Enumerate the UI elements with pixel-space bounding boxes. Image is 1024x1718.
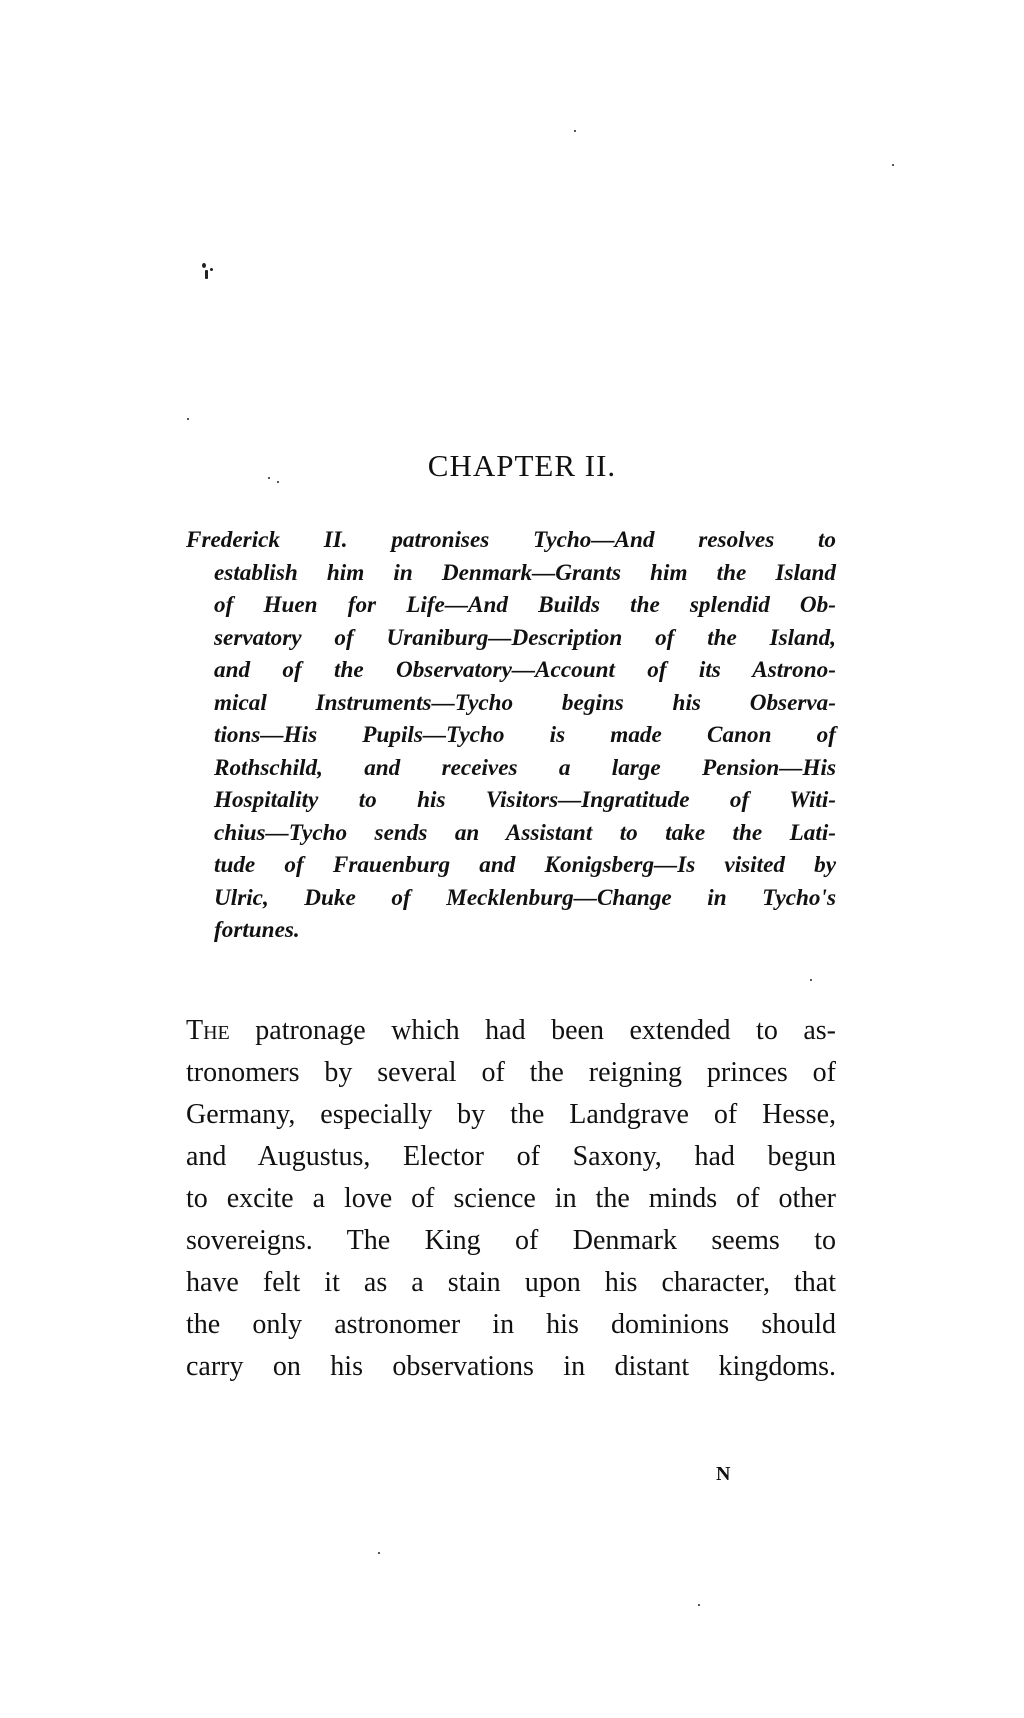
printing-speck bbox=[202, 263, 206, 268]
synopsis-line: tions—His Pupils—Tycho is made Canon of bbox=[214, 722, 836, 748]
printing-speck bbox=[378, 1552, 380, 1554]
synopsis-line: establish him in Denmark—Grants him the Island bbox=[214, 559, 836, 586]
signature-mark: N bbox=[716, 1463, 731, 1485]
body-line: to excite a love of science in the minds of other bbox=[186, 1183, 836, 1214]
body-line: and Augustus, Elector of Saxony, had begun bbox=[186, 1141, 836, 1172]
drop-word: The bbox=[186, 1015, 230, 1046]
printing-speck bbox=[210, 268, 213, 271]
synopsis-line: of Huen for Life—And Builds the splendid Ob- bbox=[214, 592, 836, 618]
synopsis-line: tude of Frauenburg and Konigsberg—Is visited by bbox=[214, 852, 836, 878]
printing-speck bbox=[698, 1604, 700, 1606]
synopsis-line: Frederick II. patronises Tycho—And resolves to bbox=[186, 527, 836, 553]
printing-speck bbox=[810, 979, 812, 981]
body-line: have felt it as a stain upon his character, that bbox=[186, 1267, 836, 1298]
printing-speck bbox=[205, 270, 208, 279]
chapter-title: CHAPTER II. bbox=[427, 448, 617, 483]
synopsis-line: chius—Tycho sends an Assistant to take the Lati- bbox=[214, 819, 836, 846]
synopsis-line: Hospitality to his Visitors—Ingratitude of Witi- bbox=[214, 787, 836, 813]
body-line-text: patronage which had been extended to as- bbox=[229, 1015, 836, 1046]
printing-speck bbox=[574, 130, 576, 132]
body-line: Germany, especially by the Landgrave of Hesse, bbox=[186, 1099, 836, 1130]
body-line: carry on his observations in distant kingdoms. bbox=[186, 1351, 836, 1382]
synopsis-line: Ulric, Duke of Mecklenburg—Change in Tycho's bbox=[214, 884, 836, 911]
synopsis-line: mical Instruments—Tycho begins his Observa- bbox=[214, 689, 836, 716]
body-line: the only astronomer in his dominions should bbox=[186, 1309, 836, 1340]
synopsis-line: fortunes. bbox=[214, 917, 300, 943]
chapter-synopsis bbox=[186, 524, 836, 947]
synopsis-line: Rothschild, and receives a large Pension—His bbox=[214, 754, 836, 781]
synopsis-line: servatory of Uraniburg—Description of the Island, bbox=[214, 624, 836, 651]
body-line: tronomers by several of the reigning princes of bbox=[186, 1057, 836, 1088]
body-line bbox=[186, 1010, 836, 1052]
printing-speck bbox=[892, 164, 894, 166]
body-paragraph bbox=[186, 1010, 836, 1388]
printing-speck bbox=[187, 418, 189, 420]
synopsis-line: and of the Observatory—Account of its Astrono- bbox=[214, 657, 836, 683]
body-line: sovereigns. The King of Denmark seems to bbox=[186, 1225, 836, 1256]
